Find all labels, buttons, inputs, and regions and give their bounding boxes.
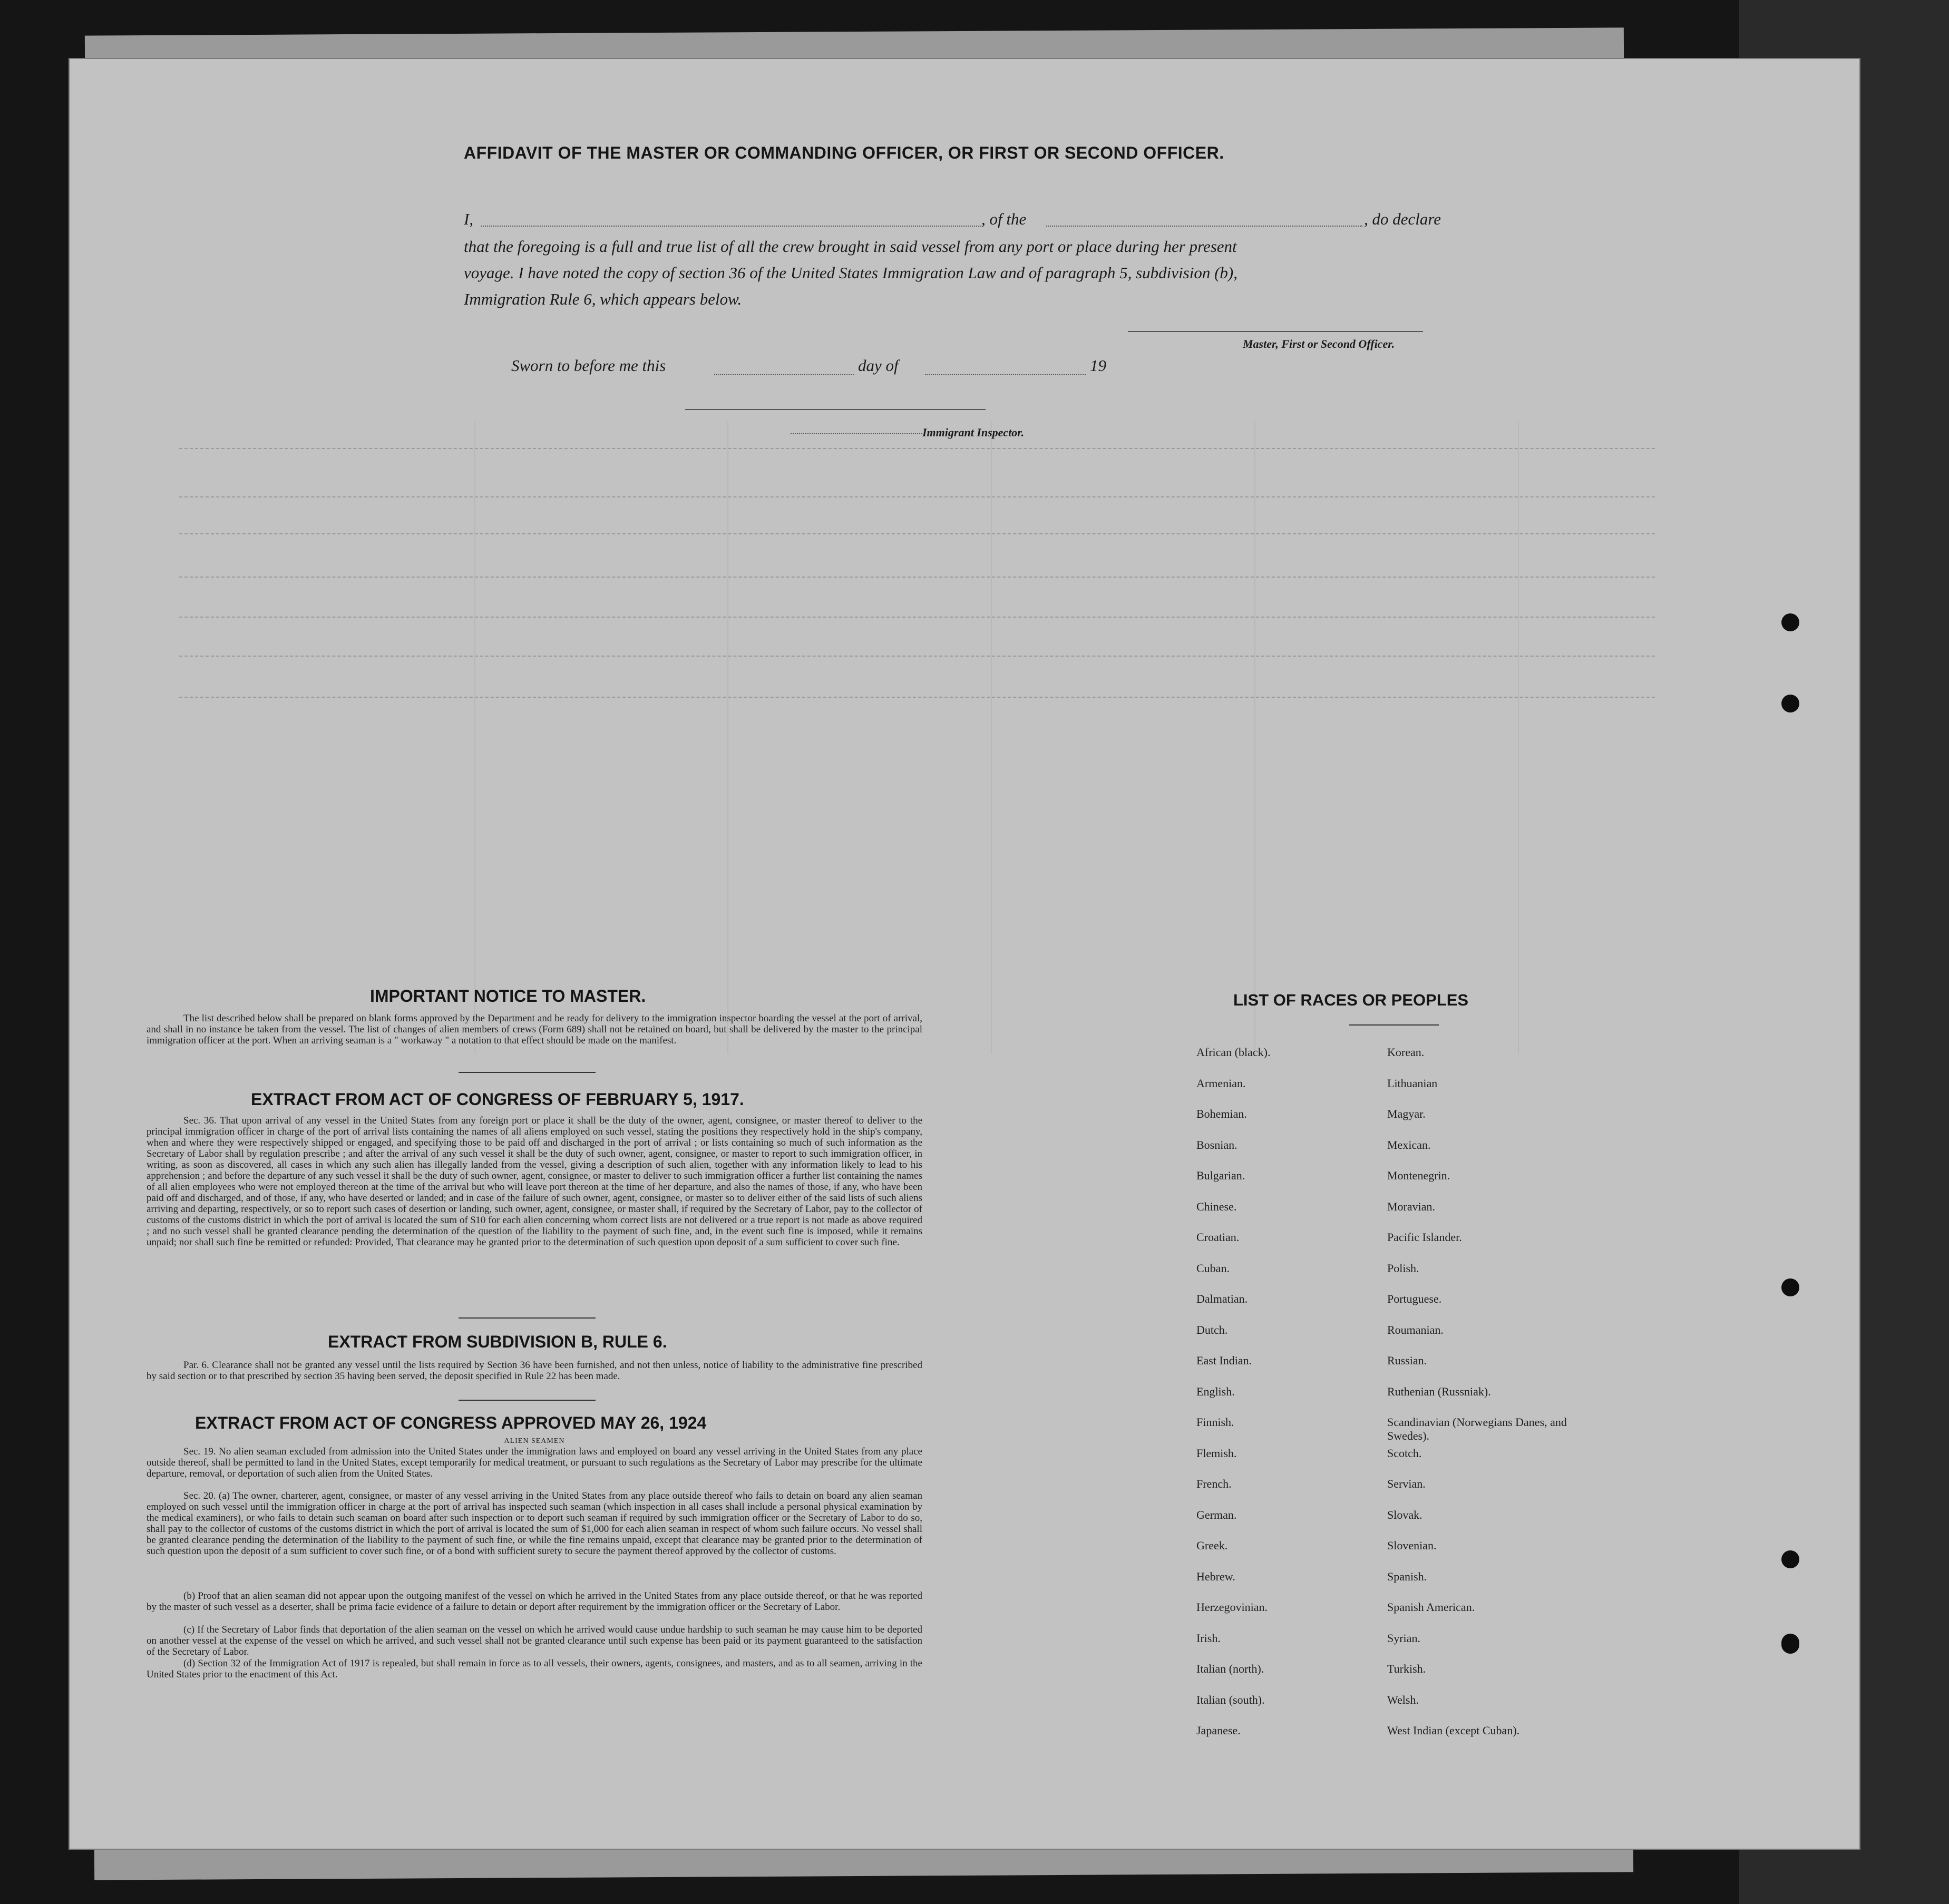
ghost-ruling xyxy=(179,447,1655,449)
punch-hole xyxy=(1781,695,1799,712)
race-item: Polish. xyxy=(1387,1261,1419,1275)
ghost-ruling xyxy=(727,422,728,1054)
affidavit-declare: , do declare xyxy=(1364,210,1441,228)
race-item: Ruthenian (Russniak). xyxy=(1387,1384,1491,1398)
race-item: Irish. xyxy=(1196,1631,1221,1645)
race-item: Dutch. xyxy=(1196,1323,1228,1336)
ghost-ruling xyxy=(179,532,1655,534)
extract-1924-subtitle: ALIEN SEAMEN xyxy=(504,1437,565,1445)
ghost-ruling xyxy=(179,655,1655,657)
race-item: East Indian. xyxy=(1196,1354,1252,1367)
race-item: Spanish. xyxy=(1387,1569,1427,1583)
race-item: Finnish. xyxy=(1196,1415,1234,1429)
race-item: Pacific Islander. xyxy=(1387,1231,1462,1244)
race-item: Russian. xyxy=(1387,1354,1427,1367)
race-item: Scotch. xyxy=(1387,1446,1422,1460)
ghost-ruling xyxy=(179,616,1655,618)
race-item: Welsh. xyxy=(1387,1693,1419,1706)
ghost-ruling xyxy=(991,422,992,1054)
punch-hole xyxy=(1781,1636,1799,1654)
master-label: Master, First or Second Officer. xyxy=(1243,337,1395,350)
affidavit-i: I, xyxy=(464,210,474,228)
ghost-ruling xyxy=(179,575,1655,578)
affidavit-line-2: that the foregoing is a full and true list of all the crew brought in said vessel from any port or place during her present xyxy=(464,237,1237,256)
race-item: Turkish. xyxy=(1387,1662,1426,1675)
master-signature-line xyxy=(1128,331,1423,332)
race-item: Montenegrin. xyxy=(1387,1169,1450,1182)
race-item: Roumanian. xyxy=(1387,1323,1444,1336)
sworn-day-blank xyxy=(714,374,854,375)
race-item: French. xyxy=(1196,1477,1232,1490)
extract-1924-sec20d: (d) Section 32 of the Immigration Act of 1917 is repealed, but shall remain in force as to all vessels, their owners, agents, consignees, and masters, and as to all seamen, arriving in the United States prior to the enactment of this Act. xyxy=(147,1658,922,1680)
vessel-blank xyxy=(1046,226,1362,227)
race-item: Italian (north). xyxy=(1196,1662,1264,1675)
extract-1924-sec20b: (b) Proof that an alien seaman did not appear upon the outgoing manifest of the vessel on which he arrived in the United States from any place outside thereof, or that he was reported by the master of such vessel as a deserter, shall be prima facie evidence of a failure to detain or deport after requirement by the immigration officer or the Secretary of Labor. xyxy=(147,1590,922,1613)
punch-hole xyxy=(1781,1550,1799,1568)
extract-1917-text: Sec. 36. That upon arrival of any vessel in the United States from any foreign port or place it shall be the duty of the owner, agent, consignee, or master thereof to deliver to the principal immigration officer in charge of the port of arrival lists containing the names of all aliens employed on such vessel, stating the positions they respectively hold in the ship's company, when and where they were respectively shipped or engaged, and specifying those to be paid off and discharged in the port of arrival ; or lists containing so much of such information as the Secretary of Labor shall by regulation prescribe ; and after the arrival of any such vessel it shall be the duty of such owner, agent, consignee, or master to report to such immigration officer, in writing, as soon as discovered, all cases in which any such alien has illegally landed from the vessel, giving a description of such alien, together with any information likely to lead to his apprehension ; and before the departure of any such vessel it shall be the duty of such owner, agent, consignee, or master to deliver to such immigration officer a further list containing the names of all alien employees who were not employed thereon at the time of the arrival but who will leave port thereon at the time of her departure, and also the names of those, if any, who have been paid off and discharged, and of those, if any, who have deserted or landed; and in case of the failure of such owner, agent, consignee, or master so to deliver either of the said lists of such aliens arriving and departing, respectively, or so to report such cases of desertion or landing, such owner, agent, consignee, or master shall, if required by the Secretary of Labor, pay to the collector of customs of the customs district in which the port of arrival is located the sum of $10 for each alien concerning whom correct lists are not delivered or a true report is not made as above required ; and no such vessel shall be granted clearance pending the determination of the question of the liability to the payment of such fine, and, in the event such fine is imposed, while it remains unpaid; nor shall such fine be remitted or refunded: Provided, That clearance may be granted prior to the determination of such question upon deposit of a sum sufficient to cover such fine. xyxy=(147,1115,922,1248)
affidavit-line-3: voyage. I have noted the copy of section 36 of the United States Immigration Law and of paragraph 5, subdivision (b), xyxy=(464,263,1237,282)
race-item: Bosnian. xyxy=(1196,1138,1237,1151)
ghost-ruling xyxy=(1254,422,1255,1054)
race-item: Bohemian. xyxy=(1196,1107,1247,1120)
affidavit-title: AFFIDAVIT OF THE MASTER OR COMMANDING OFFICER, OR FIRST OR SECOND OFFICER. xyxy=(464,143,1224,162)
race-item: West Indian (except Cuban). xyxy=(1387,1724,1520,1737)
sworn-month-blank xyxy=(925,374,1086,375)
day-of-text: day of xyxy=(858,356,899,375)
section-divider xyxy=(459,1400,596,1401)
race-item: Italian (south). xyxy=(1196,1693,1265,1706)
race-item: Croatian. xyxy=(1196,1231,1240,1244)
punch-hole xyxy=(1781,1278,1799,1296)
extract-1924-sec20c: (c) If the Secretary of Labor finds that deportation of the alien seaman on the vessel on which he arrived would cause undue hardship to such seaman he may cause him to be deported on another vessel at the expense of the vessel on which he arrived, and such vessel shall not be granted clearance until such expense has been paid or its payment guaranteed to the satisfaction of the Secretary of Labor. xyxy=(147,1624,922,1657)
punch-hole xyxy=(1781,613,1799,631)
race-item: Mexican. xyxy=(1387,1138,1431,1151)
extract-rule6-text: Par. 6. Clearance shall not be granted any vessel until the lists required by Section 36 have been furnished, and not then unless, notice of liability to the administrative fine prescribed by said section or to that prescribed by section 35 having been served, the deposit specified in Rule 22 has been made. xyxy=(147,1360,922,1382)
inspector-signature-line xyxy=(685,409,986,410)
races-title: LIST OF RACES OR PEOPLES xyxy=(1233,991,1469,1009)
race-item: Portuguese. xyxy=(1387,1292,1442,1305)
race-item: Bulgarian. xyxy=(1196,1169,1245,1182)
sworn-text: Sworn to before me this xyxy=(511,356,666,375)
race-item: Slovenian. xyxy=(1387,1539,1437,1552)
race-item: Armenian. xyxy=(1196,1076,1246,1090)
race-item: Flemish. xyxy=(1196,1446,1237,1460)
notice-title: IMPORTANT NOTICE TO MASTER. xyxy=(370,987,646,1005)
name-blank xyxy=(481,226,981,227)
race-item: Cuban. xyxy=(1196,1261,1230,1275)
race-item: Servian. xyxy=(1387,1477,1426,1490)
affidavit-of-the: , of the xyxy=(981,210,1027,228)
extract-1924-sec20a: Sec. 20. (a) The owner, charterer, agent, consignee, or master of any vessel arriving in the United States from any place outside thereof who fails to detain on board any alien seaman employed on such vessel until the immigration officer in charge at the port of arrival has inspected such seaman (which inspection in all cases shall include a personal physical examination by the medical examiners), or who fails to detain such seaman on board after such inspection or to deport such seaman if required by such immigration officer or the Secretary of Labor to do so, shall pay to the collector of customs of the customs district in which the port of arrival is located the sum of $1,000 for each alien seaman in respect of whom such failure occurs. No vessel shall be granted clearance pending the determination of the liability to the payment of such fine, or while the fine remains unpaid, except that clearance may be granted prior to the determination of such question upon the deposit of a sum sufficient to cover such fine, or of a bond with sufficient surety to secure the payment thereof approved by the collector of customs. xyxy=(147,1490,922,1557)
extract-1917-title: EXTRACT FROM ACT OF CONGRESS OF FEBRUARY 5, 1917. xyxy=(251,1090,744,1109)
ghost-ruling xyxy=(474,422,475,1054)
race-item: Herzegovinian. xyxy=(1196,1600,1268,1614)
race-item: Dalmatian. xyxy=(1196,1292,1248,1305)
race-item: German. xyxy=(1196,1508,1237,1521)
race-item: Korean. xyxy=(1387,1046,1425,1059)
race-item: Moravian. xyxy=(1387,1199,1436,1213)
race-item: Scandinavian (Norwegians Danes, and Swedes). xyxy=(1387,1415,1567,1442)
ghost-ruling xyxy=(1518,422,1519,1054)
affidavit-line-4: Immigration Rule 6, which appears below. xyxy=(464,290,742,308)
races-divider xyxy=(1349,1024,1439,1026)
inspector-blank xyxy=(791,433,922,434)
section-divider xyxy=(459,1072,596,1073)
race-item: Hebrew. xyxy=(1196,1569,1235,1583)
ghost-ruling xyxy=(179,696,1655,698)
ghost-ruling xyxy=(179,495,1655,497)
notice-text: The list described below shall be prepared on blank forms approved by the Department and be ready for delivery to the immigration inspector boarding the vessel at the port of arrival, and shall in no instance be taken from the vessel. The list of changes of alien members of crews (Form 689) shall not be retained on board, but shall be delivered by the master to the principal immigration officer at the port. When an arriving seaman is a " workaway " a notation to that effect should be made on the manifest. xyxy=(147,1013,922,1046)
race-item: Japanese. xyxy=(1196,1724,1241,1737)
race-item: Slovak. xyxy=(1387,1508,1422,1521)
race-item: Lithuanian xyxy=(1387,1076,1438,1090)
document-page xyxy=(69,58,1860,1850)
extract-1924-title: EXTRACT FROM ACT OF CONGRESS APPROVED MAY 26, 1924 xyxy=(195,1413,707,1432)
extract-1924-sec19: Sec. 19. No alien seaman excluded from admission into the United States under the immigration laws and employed on board any vessel arriving in the United States from any place outside thereof, shall be permitted to land in the United States, except temporarily for medical treatment, or pursuant to such regulations as the Secretary of Labor may prescribe for the ultimate departure, removal, or deportation of such alien from the United States. xyxy=(147,1446,922,1479)
race-item: Chinese. xyxy=(1196,1199,1237,1213)
inspector-label: Immigrant Inspector. xyxy=(922,426,1025,439)
race-item: Greek. xyxy=(1196,1539,1228,1552)
race-item: Syrian. xyxy=(1387,1631,1420,1645)
race-item: African (black). xyxy=(1196,1046,1271,1059)
race-item: English. xyxy=(1196,1384,1235,1398)
extract-rule6-title: EXTRACT FROM SUBDIVISION B, RULE 6. xyxy=(328,1332,667,1351)
race-item: Magyar. xyxy=(1387,1107,1426,1120)
section-divider xyxy=(459,1317,596,1319)
race-item: Spanish American. xyxy=(1387,1600,1475,1614)
year-prefix: 19 xyxy=(1090,356,1106,375)
